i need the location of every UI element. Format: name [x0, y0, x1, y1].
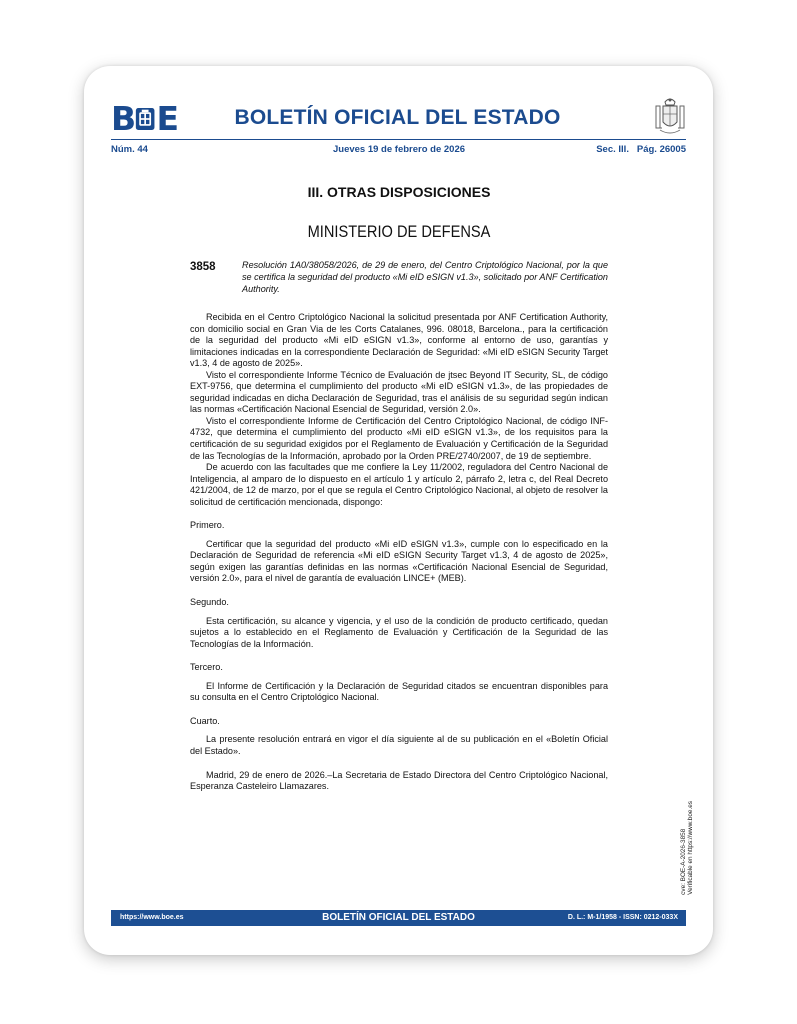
issue-date: Jueves 19 de febrero de 2026	[332, 144, 466, 155]
body-paragraph: Visto el correspondiente Informe de Certificación del Centro Criptológico Nacional, de código INF-4732, que determina el cumplimiento del producto «Mi eID eSIGN v1.3», de los requisitos para la certificación de su seguridad exigidos por el Reglamento de Evaluación y Certificación de la Seguridad de las Tecnologías de la Información, aprobado por la Orden PRE/2740/2007, de 19 de septiembre.	[190, 415, 608, 461]
verification-link[interactable]: Verificable en https://www.boe.es	[687, 801, 695, 895]
ministry-title: MINISTERIO DE DEFENSA	[307, 222, 491, 241]
header-rule	[111, 139, 686, 140]
entry-summary: Resolución 1A0/38058/2026, de 29 de enero, del Centro Criptológico Nacional, por la que se certifica la seguridad del producto «Mi eID eSIGN v1.3», solicitado por ANF Certification Authority.	[242, 260, 608, 294]
article-heading: Segundo.	[190, 597, 229, 608]
body-paragraph: La presente resolución entrará en vigor el día siguiente al de su publicación en el «Boletín Oficial del Estado».	[190, 734, 608, 756]
footer-title: BOLETÍN OFICIAL DEL ESTADO	[322, 912, 475, 923]
footer-legal: D. L.: M-1/1958 - ISSN: 0212-033X	[567, 914, 678, 921]
article-heading: Primero.	[190, 520, 225, 531]
body-paragraph: Certificar que la seguridad del producto «Mi eID eSIGN v1.3», cumple con lo especificado en la Declaración de Seguridad de referencia «Mi eID eSIGN Security Target v1.3, 4 de agosto de 2025», según exigen las garantías definidas en las normas «Certificación Nacional Esencial de Seguridad, versión 2.0», para el nivel de garantía de evaluación LINCE+ (MEB).	[190, 538, 608, 584]
spanish-coat-of-arms-icon	[654, 96, 686, 138]
body-paragraph: De acuerdo con las facultades que me confiere la Ley 11/2002, reguladora del Centro Nacional de Inteligencia, al amparo de lo dispuesto en el artículo 1 y artículo 2, párrafo 2, letra c, del Real Decreto 421/2004, de 12 de marzo, por el que se regula el Centro Criptológico Nacional, al objeto de resolver la solicitud de certificación mencionada, dispongo:	[190, 462, 608, 507]
article-heading: Tercero.	[190, 662, 223, 673]
cve-code: cve: BOE-A-2026-3858	[680, 828, 688, 895]
coat-of-arms-seal-icon	[135, 105, 155, 133]
body-paragraph: Recibida en el Centro Criptológico Nacional la solicitud presentada por ANF Certification Authority, con domicilio social en Gran Via de les Corts Catalanes, 996. 08018, Barcelona., para la certificación de la seguridad del producto «Mi eID eSIGN v1.3», conforme al entorno de uso, garantías y limitaciones indicadas en la correspondiente Declaración de Seguridad: «Mi eID eSIGN Security Target v1.3, 4 de agosto de 2025».	[190, 312, 608, 369]
boe-logo	[111, 99, 177, 138]
resolution-body	[190, 312, 608, 793]
article-heading: Cuarto.	[190, 715, 220, 726]
footer-url-link[interactable]: https://www.boe.es	[120, 914, 184, 921]
footer-bar	[111, 910, 686, 926]
signature-paragraph: Madrid, 29 de enero de 2026.–La Secretaria de Estado Directora del Centro Criptológico Nacional, Esperanza Casteleiro Llamazares.	[190, 769, 608, 792]
issue-number: Núm. 44	[111, 144, 148, 155]
body-paragraph: Esta certificación, su alcance y vigencia, y el uso de la condición de producto certificado, quedan sujetos a lo establecido en el Reglamento de Evaluación y Certificación de la Seguridad de las Tecnologías de la Información.	[190, 615, 608, 649]
body-paragraph: El Informe de Certificación y la Declaración de Seguridad citados se encuentran disponibles para su consulta en el Centro Criptológico Nacional.	[190, 680, 608, 703]
body-paragraph: Visto el correspondiente Informe Técnico de Evaluación de jtsec Beyond IT Security, SL, de código EXT-9756, que determina el cumplimiento del producto «Mi eID eSIGN v1.3», de las propiedades de seguridad indicadas en dicha Declaración de Seguridad, tras el análisis de su seguridad según indican las normas «Certificación Nacional Esencial de Seguridad, versión 2.0».	[190, 369, 608, 415]
boe-logo-letter-b: B	[111, 99, 135, 138]
verification-note	[681, 780, 695, 895]
section-title: III. OTRAS DISPOSICIONES	[307, 184, 491, 200]
section-page: Sec. III. Pág. 26005	[596, 144, 686, 155]
masthead-title: BOLETÍN OFICIAL DEL ESTADO	[234, 106, 561, 129]
boe-logo-letter-e: E	[156, 99, 177, 138]
entry-number: 3858	[190, 261, 216, 273]
